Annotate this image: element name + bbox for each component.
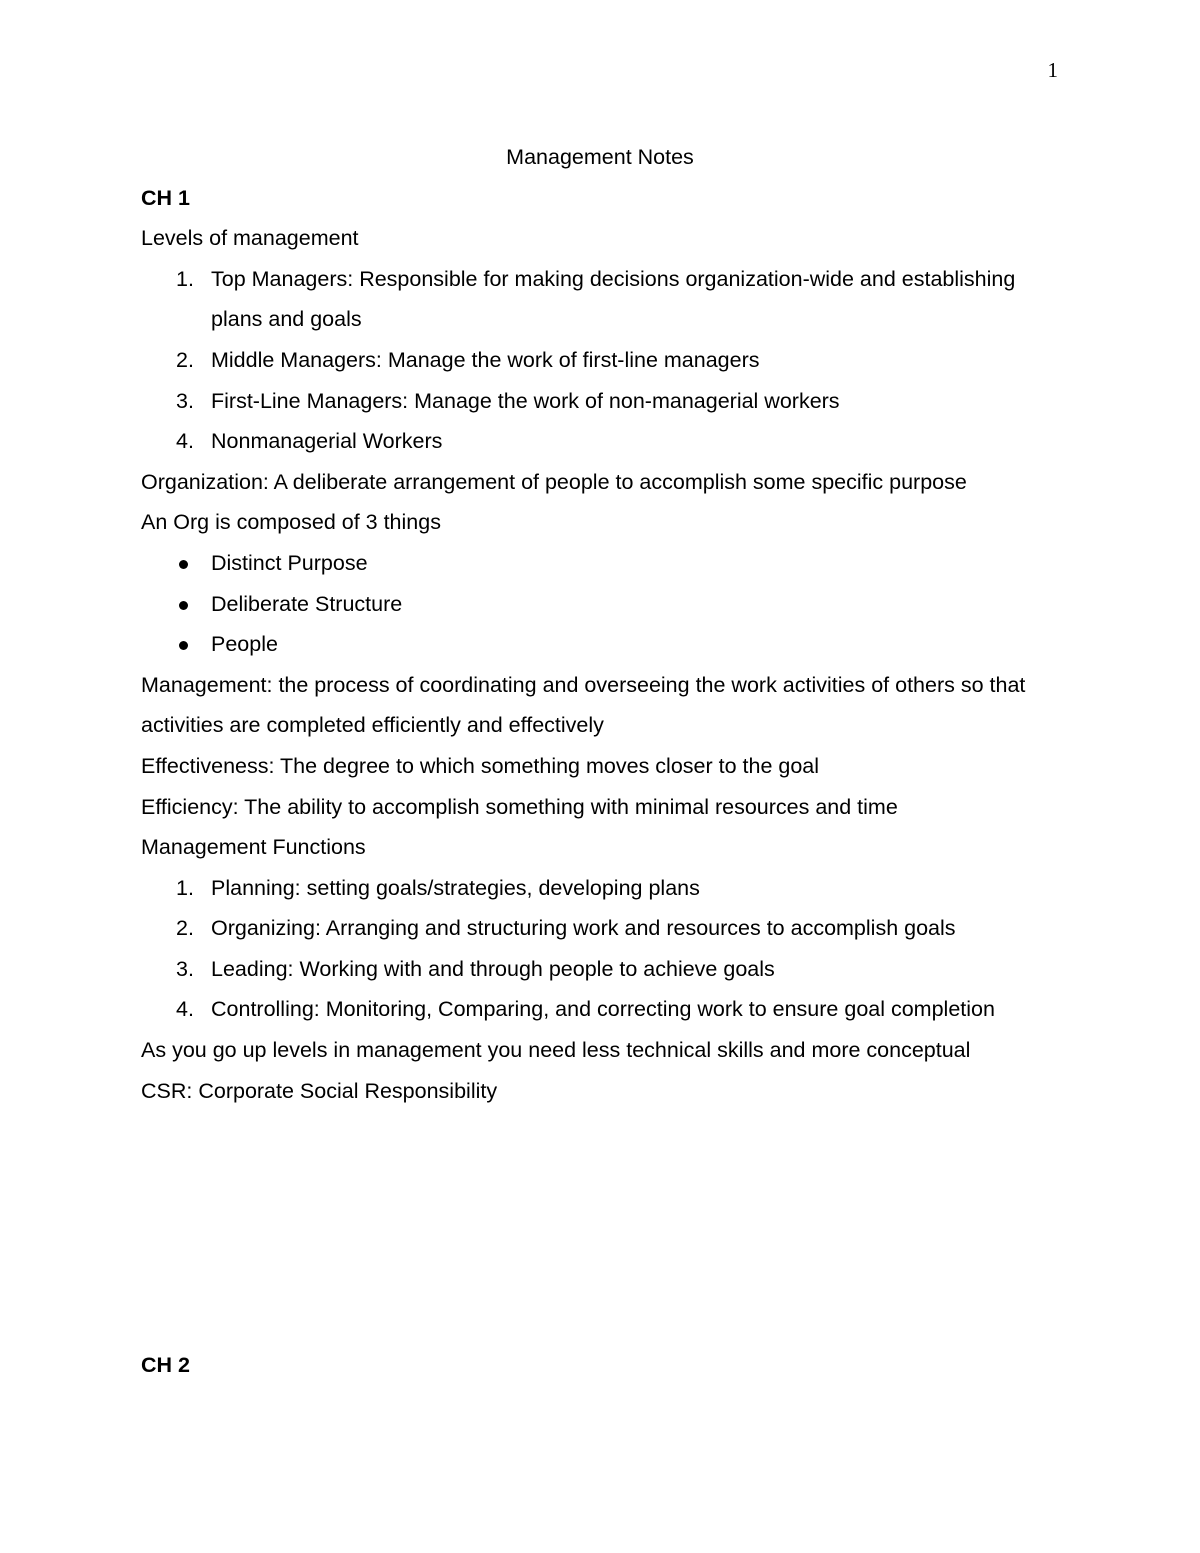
document-title: Management Notes [506,145,694,169]
list-number: 4. [176,429,194,454]
list-item-text: Controlling: Monitoring, Comparing, and correcting work to ensure goal completion [211,997,995,1022]
list-item [141,868,1061,909]
list-item [141,624,1061,665]
list-item [141,543,1061,584]
list-item [141,989,1061,1030]
page-number: 1 [1047,58,1058,82]
list-item-text: Leading: Working with and through people to achieve goals [211,956,775,981]
list-item [141,381,1061,422]
bullet-icon [179,560,188,569]
list-number: 1. [176,875,194,900]
list-item [141,908,1061,949]
levels-list [141,259,1061,462]
list-item-text: Distinct Purpose [211,550,368,575]
list-item [141,340,1061,381]
chapter-1-heading: CH 1 [141,185,190,210]
list-number: 2. [176,347,194,372]
management-definition: Management: the process of coordinating and overseeing the work activities of others so that activities are completed efficiently and effectively [141,672,1026,738]
list-number: 3. [176,388,194,413]
list-number: 4. [176,997,194,1022]
list-item [141,584,1061,625]
document-body [141,137,1061,1111]
list-item-text: People [211,632,278,657]
bullet-icon [179,601,188,610]
list-number: 2. [176,916,194,941]
efficiency-definition: Efficiency: The ability to accomplish something with minimal resources and time [141,794,898,819]
effectiveness-definition: Effectiveness: The degree to which something moves closer to the goal [141,753,820,778]
list-item-text: Organizing: Arranging and structuring work and resources to accomplish goals [211,916,956,941]
list-item-text: Nonmanagerial Workers [211,429,443,454]
list-item-text: First-Line Managers: Manage the work of non-managerial workers [211,388,840,413]
list-item-text: Top Managers: Responsible for making decisions organization-wide and establishing plans and goals [211,266,1016,332]
list-item [141,421,1061,462]
levels-intro: Levels of management [141,226,359,251]
chapter-2-heading: CH 2 [141,1353,190,1377]
org-things-list [141,543,1061,665]
csr-definition: CSR: Corporate Social Responsibility [141,1078,498,1103]
list-item [141,949,1061,990]
list-item-text: Middle Managers: Manage the work of first-line managers [211,347,760,372]
functions-intro: Management Functions [141,835,366,860]
functions-list [141,868,1061,1030]
levels-note: As you go up levels in management you need less technical skills and more conceptual [141,1038,971,1063]
list-number: 1. [176,266,194,291]
bullet-icon [179,641,188,650]
org-composed-intro: An Org is composed of 3 things [141,510,441,535]
list-item-text: Deliberate Structure [211,591,403,616]
list-item-text: Planning: setting goals/strategies, developing plans [211,875,700,900]
list-number: 3. [176,956,194,981]
organization-definition: Organization: A deliberate arrangement of people to accomplish some specific purpose [141,469,967,494]
list-item [141,259,1061,340]
